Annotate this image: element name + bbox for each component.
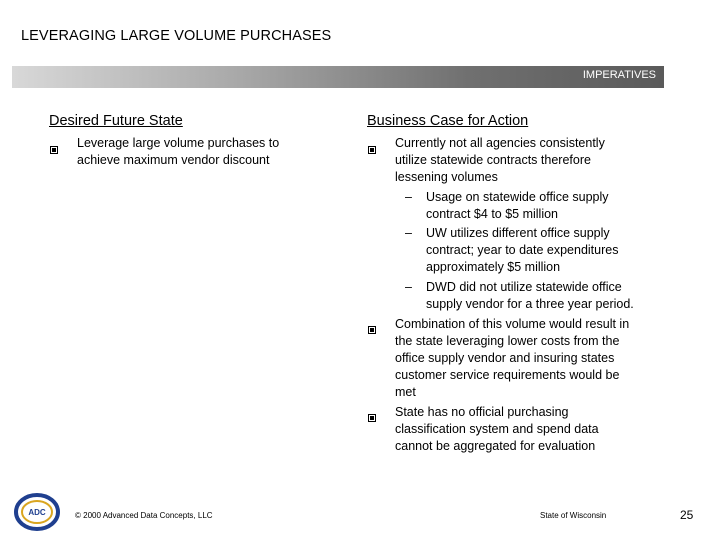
client-name: State of Wisconsin	[540, 511, 607, 520]
text-line: the state leveraging lower costs from the	[395, 334, 620, 348]
text-line: Leverage large volume purchases to	[77, 136, 280, 150]
right-bullet-3-text	[395, 404, 599, 455]
left-bullet-text	[77, 135, 279, 169]
text-line: UW utilizes different office supply	[426, 226, 610, 240]
square-bullet-icon	[368, 146, 376, 154]
right-bullet-1-text	[395, 135, 605, 186]
text-line: customer service requirements would be	[395, 368, 620, 382]
text-line: cannot be aggregated for evaluation	[395, 439, 596, 453]
sub-bullet-text	[426, 279, 634, 313]
square-bullet-icon	[368, 326, 376, 334]
right-bullet-2-text	[395, 316, 629, 401]
banner-label: IMPERATIVES	[582, 69, 656, 81]
dash-marker: –	[405, 280, 412, 294]
sub-bullet-text	[426, 225, 618, 276]
square-bullet-icon	[368, 414, 376, 422]
text-line: contract; year to date expenditures	[426, 243, 619, 257]
text-line: DWD did not utilize statewide office	[426, 280, 622, 294]
square-bullet-icon	[50, 146, 58, 154]
text-line: met	[395, 385, 416, 399]
text-line: Combination of this volume would result in	[395, 317, 630, 331]
text-line: contract $4 to $5 million	[426, 207, 559, 221]
page-number: 25	[680, 508, 694, 522]
text-line: State has no official purchasing	[395, 405, 569, 419]
text-line: supply vendor for a three year period.	[426, 297, 634, 311]
logo-text: ADC	[28, 508, 46, 517]
text-line: Usage on statewide office supply	[426, 190, 609, 204]
text-line: Currently not all agencies consistently	[395, 136, 605, 150]
right-column-heading: Business Case for Action	[367, 113, 529, 129]
text-line: utilize statewide contracts therefore	[395, 153, 591, 167]
text-line: classification system and spend data	[395, 422, 599, 436]
adc-logo	[14, 492, 60, 532]
text-line: approximately $5 million	[426, 260, 561, 274]
slide-title: LEVERAGING LARGE VOLUME PURCHASES	[21, 28, 332, 44]
text-line: lessening volumes	[395, 170, 498, 184]
dash-marker: –	[405, 226, 412, 240]
dash-marker: –	[405, 190, 412, 204]
copyright-text: © 2000 Advanced Data Concepts, LLC	[75, 511, 213, 520]
text-line: achieve maximum vendor discount	[77, 153, 270, 167]
sub-bullet-text	[426, 189, 609, 223]
imperatives-banner	[12, 66, 664, 88]
text-line: office supply vendor and insuring states	[395, 351, 615, 365]
left-column-heading: Desired Future State	[49, 113, 183, 129]
